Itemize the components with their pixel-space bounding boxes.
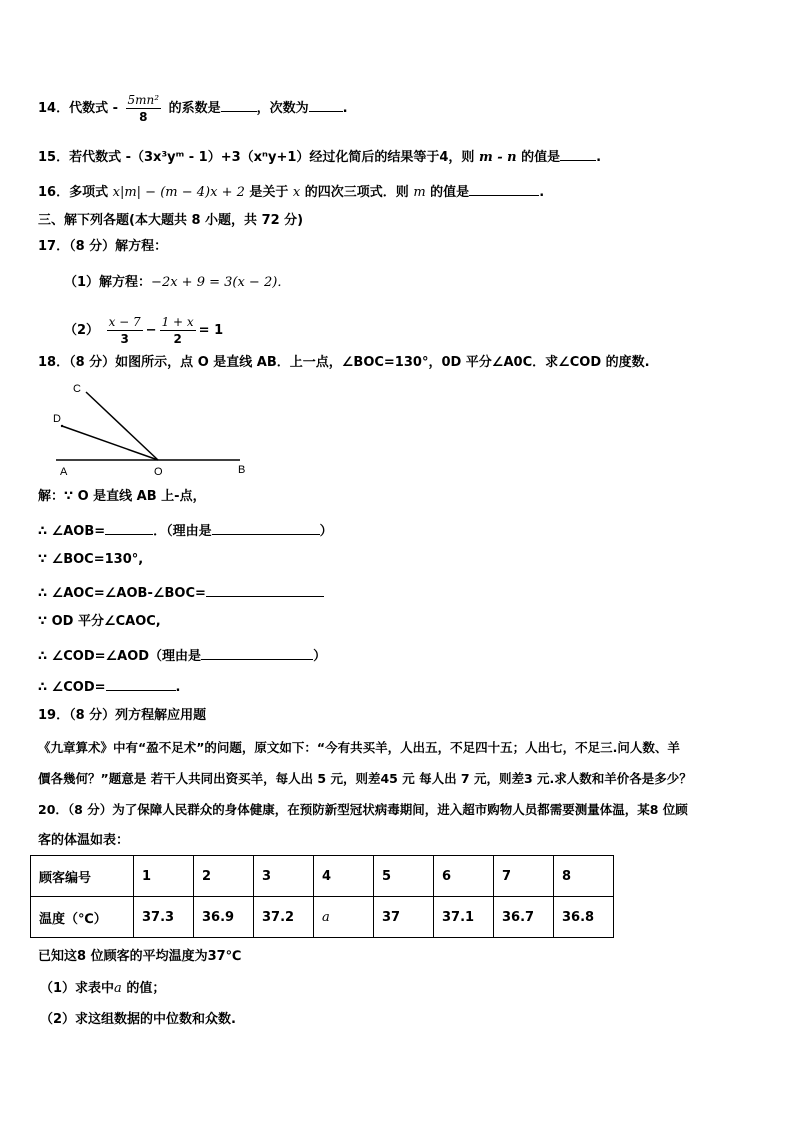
table-cell: 顾客编号 <box>31 856 134 897</box>
question-20-title-2: 客的体温如表： <box>38 833 130 848</box>
q18-step-1: 解：∵ O 是直线 AB 上-点， <box>38 489 206 504</box>
table-cell: 36.7 <box>494 897 554 938</box>
section-3-heading: 三、解下列各题(本大题共 8 小题，共 72 分) <box>38 213 304 228</box>
label-c: C <box>73 383 81 395</box>
label-b: B <box>238 464 246 476</box>
q15-variable: m - n <box>478 150 517 165</box>
q17-f1-denominator: 3 <box>120 332 129 346</box>
q18-step-4 <box>38 582 324 603</box>
q17-rhs: = 1 <box>198 323 224 338</box>
table-cell: 37.1 <box>434 897 494 938</box>
q14-blank-coefficient[interactable] <box>221 97 257 112</box>
q17-fraction-2 <box>160 314 196 347</box>
q16-expression: x|m| − (m − 4)x + 2 <box>112 185 245 200</box>
q17-f2-numerator: 1 + x <box>161 315 194 329</box>
q14-end: . <box>342 101 348 116</box>
q14-frac-denominator: 8 <box>139 110 148 124</box>
angle-figure <box>48 378 258 478</box>
question-19-body-1: 《九章算术》中有“盈不足术”的问题，原文如下：“今有共买羊，人出五，不足四十五；人出七，不足三.问人数、羊 <box>38 740 680 755</box>
question-19-title: 19．（8 分）列方程解应用题 <box>38 708 207 723</box>
q15-end: . <box>596 150 602 165</box>
q18-blank-aoc[interactable] <box>206 582 324 597</box>
question-17-part-1 <box>64 274 290 292</box>
q16-x: x <box>292 185 301 200</box>
table-cell: 2 <box>194 856 254 897</box>
question-20-given: 已知这8 位顾客的平均温度为37℃ <box>38 949 242 964</box>
ray-oc <box>86 392 158 460</box>
table-cell: 温度（℃） <box>31 897 134 938</box>
table-row-temperature <box>31 897 614 938</box>
question-15 <box>38 146 601 167</box>
temperature-table <box>30 855 614 938</box>
ray-od <box>62 426 158 460</box>
q20-p1-b: 的值； <box>121 981 166 996</box>
q18-step-7 <box>38 676 180 697</box>
q18-s4-text: ∴ ∠AOC=∠AOB-∠BOC= <box>38 586 206 601</box>
question-14 <box>38 92 348 125</box>
table-cell: 3 <box>254 856 314 897</box>
table-cell: 1 <box>134 856 194 897</box>
q16-end: . <box>539 185 545 200</box>
question-18-title: 18．（8 分）如图所示，点 O 是直线 AB．上一点，∠BOC=130°，0D 平分∠A0C．求∠COD 的度数. <box>38 355 650 370</box>
table-cell: a <box>314 897 374 938</box>
q18-s7-b: . <box>175 680 181 695</box>
q20-p1-var: a <box>114 981 122 996</box>
q15-text: 的值是 <box>516 150 561 165</box>
table-cell: 7 <box>494 856 554 897</box>
table-cell: 8 <box>554 856 614 897</box>
table-cell: 5 <box>374 856 434 897</box>
q16-text-1: 是关于 <box>244 185 293 200</box>
question-17-title: 17．（8 分）解方程： <box>38 239 168 254</box>
table-cell: 37.3 <box>134 897 194 938</box>
table-cell: 36.8 <box>554 897 614 938</box>
q18-s2-b: ．（理由是 <box>153 524 212 539</box>
q18-step-3: ∵ ∠BOC=130°, <box>38 552 144 567</box>
table-cell: 37.2 <box>254 897 314 938</box>
q18-s2-a: ∴ ∠AOB= <box>38 524 106 539</box>
q18-s2-c: ） <box>319 524 333 539</box>
table-cell: 37 <box>374 897 434 938</box>
q17-minus: − <box>145 323 157 338</box>
label-a: A <box>60 466 68 478</box>
q16-text-3: 的值是 <box>425 185 470 200</box>
q14-fraction <box>126 92 162 125</box>
q17-f2-denominator: 2 <box>173 332 182 346</box>
q20-p1-a: （1）求表中 <box>40 981 115 996</box>
question-19-body-2: 價各幾何？”题意是 若干人共同出资买羊，每人出 5 元，则差45 元 每人出 7 元，则差3 元.求人数和羊价各是多少？ <box>38 771 692 786</box>
q18-blank-reason-1[interactable] <box>212 520 320 535</box>
q18-s6-b: ） <box>313 649 327 664</box>
q15-blank[interactable] <box>560 146 596 161</box>
label-d: D <box>53 413 61 425</box>
q18-s7-a: ∴ ∠COD= <box>38 680 106 695</box>
q16-m: m <box>413 185 426 200</box>
q18-blank-cod[interactable] <box>106 676 176 691</box>
table-cell: 36.9 <box>194 897 254 938</box>
q17-fraction-1 <box>107 314 143 347</box>
question-20-title-1: 20．（8 分）为了保障人民群众的身体健康，在预防新型冠状病毒期间，进入超市购物人员都需要测量体温，某8 位顾 <box>38 802 688 817</box>
table-row-header <box>31 856 614 897</box>
q18-s6-a: ∴ ∠COD=∠AOD（理由是 <box>38 649 202 664</box>
q17-p1-equation: −2x + 9 = 3(x − 2)． <box>151 275 291 290</box>
q17-f1-numerator: x − 7 <box>108 315 141 329</box>
q16-blank[interactable] <box>469 181 539 196</box>
question-17-part-2 <box>64 314 223 347</box>
question-16 <box>38 181 544 202</box>
q18-step-2 <box>38 520 333 541</box>
point-d <box>61 425 63 427</box>
question-20-part-1 <box>40 980 165 998</box>
label-o: O <box>154 466 163 478</box>
q17-p1-label: （1）解方程： <box>64 275 152 290</box>
q16-text-2: 的四次三项式．则 <box>300 185 414 200</box>
q18-blank-aob[interactable] <box>105 520 153 535</box>
q14-prefix: 14．代数式 - <box>38 101 119 116</box>
q17-p2-label: （2） <box>64 323 100 338</box>
q18-step-5: ∵ OD 平分∠CAOC, <box>38 614 161 629</box>
table-cell: 6 <box>434 856 494 897</box>
q15-prefix: 15．若代数式 -（3x³yᵐ - 1）+3（xⁿy+1）经过化简后的结果等于4，则 <box>38 150 479 165</box>
q14-text-coefficient: 的系数是 <box>168 101 221 116</box>
q18-blank-reason-2[interactable] <box>201 645 313 660</box>
q14-text-degree: ，次数为 <box>256 101 309 116</box>
q16-prefix: 16．多项式 <box>38 185 113 200</box>
table-cell: 4 <box>314 856 374 897</box>
q14-frac-numerator: 5mn² <box>127 93 160 107</box>
q18-step-6 <box>38 645 326 666</box>
q14-blank-degree[interactable] <box>309 97 343 112</box>
question-20-part-2: （2）求这组数据的中位数和众数. <box>40 1012 236 1027</box>
